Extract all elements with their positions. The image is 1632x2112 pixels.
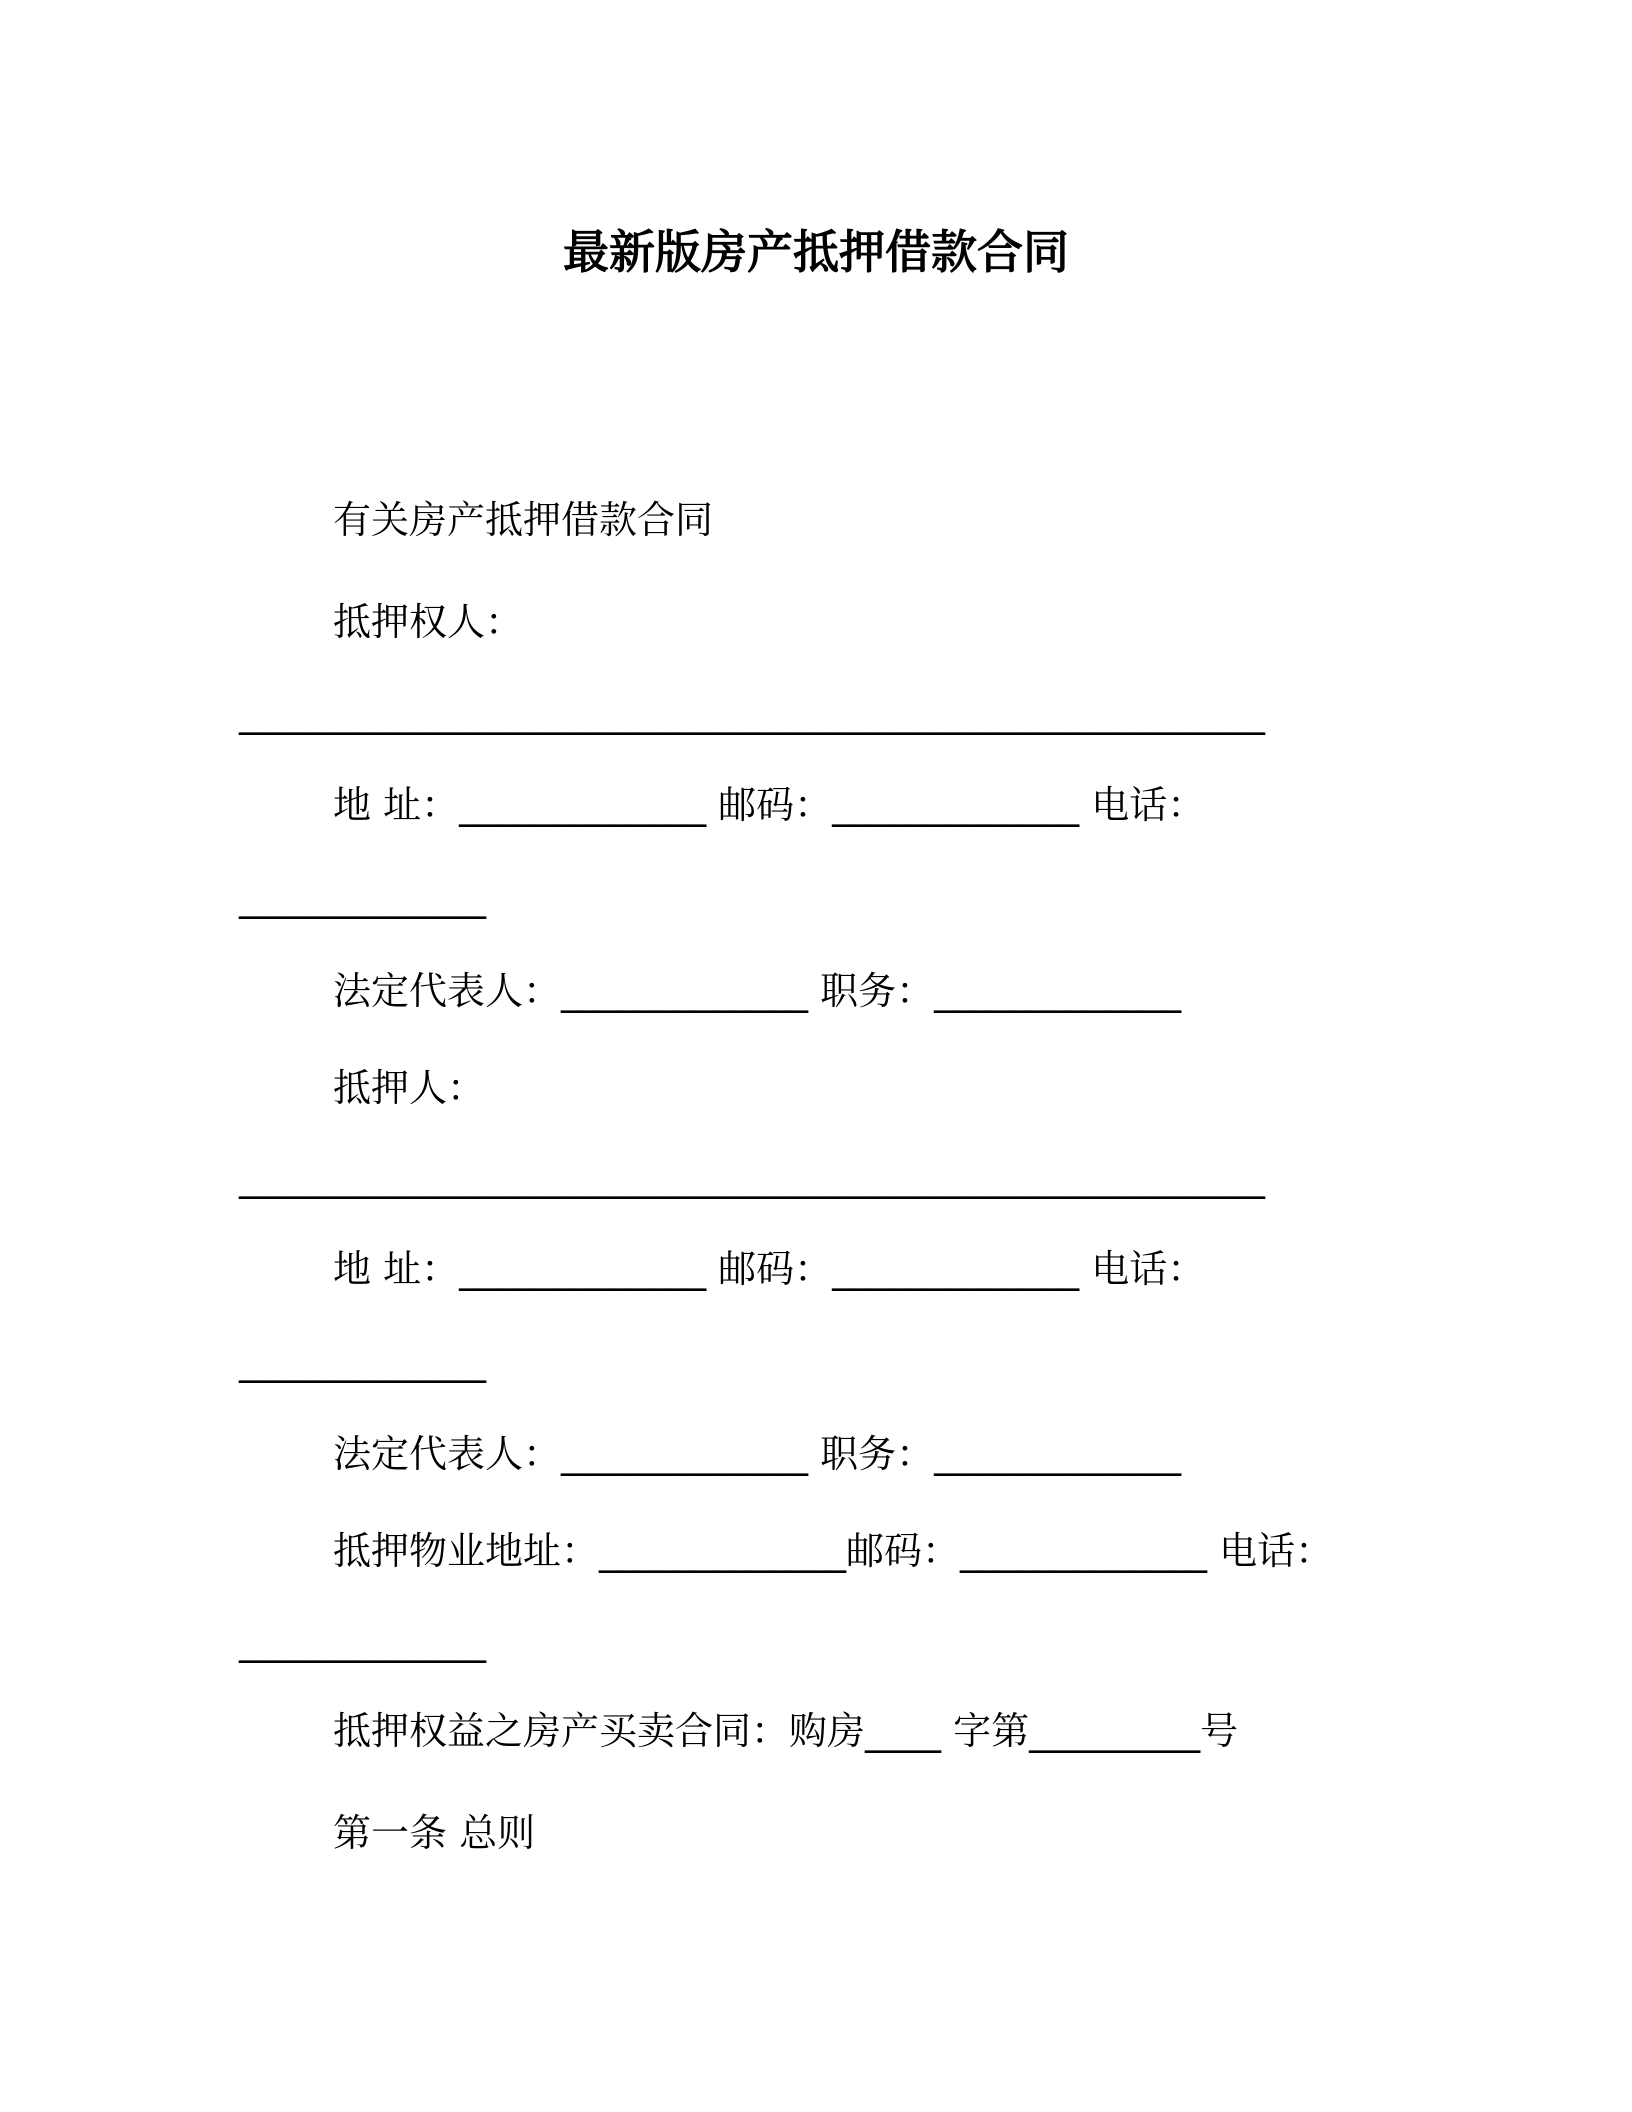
document-title: 最新版房产抵押借款合同 (563, 225, 1069, 279)
mortgagor-name-blank: ______________________________________________________ (239, 1155, 1265, 1199)
mortgagor-representative-line: 法定代表人：_____________ 职务：_____________ (333, 1432, 1182, 1476)
mortgagee-representative-line: 法定代表人：_____________ 职务：_____________ (333, 969, 1182, 1013)
contract-subtitle: 有关房产抵押借款合同 (333, 498, 714, 542)
mortgagee-phone-blank: _____________ (239, 875, 486, 919)
property-address-line: 抵押物业地址：_____________邮码：_____________ 电话： (333, 1529, 1334, 1573)
mortgagor-label: 抵押人： (333, 1066, 486, 1110)
property-phone-blank: _____________ (239, 1619, 486, 1663)
purchase-contract-line: 抵押权益之房产买卖合同：购房____ 字第_________号 (333, 1709, 1239, 1753)
mortgagee-label: 抵押权人： (333, 600, 524, 644)
mortgagee-name-blank: ______________________________________________________ (239, 691, 1265, 735)
mortgagor-address-line: 地 址：_____________ 邮码：_____________ 电话： (333, 1247, 1206, 1291)
mortgagee-address-line: 地 址：_____________ 邮码：_____________ 电话： (333, 783, 1206, 827)
mortgagor-phone-blank: _____________ (239, 1339, 486, 1383)
article-one-heading: 第一条 总则 (333, 1811, 536, 1855)
